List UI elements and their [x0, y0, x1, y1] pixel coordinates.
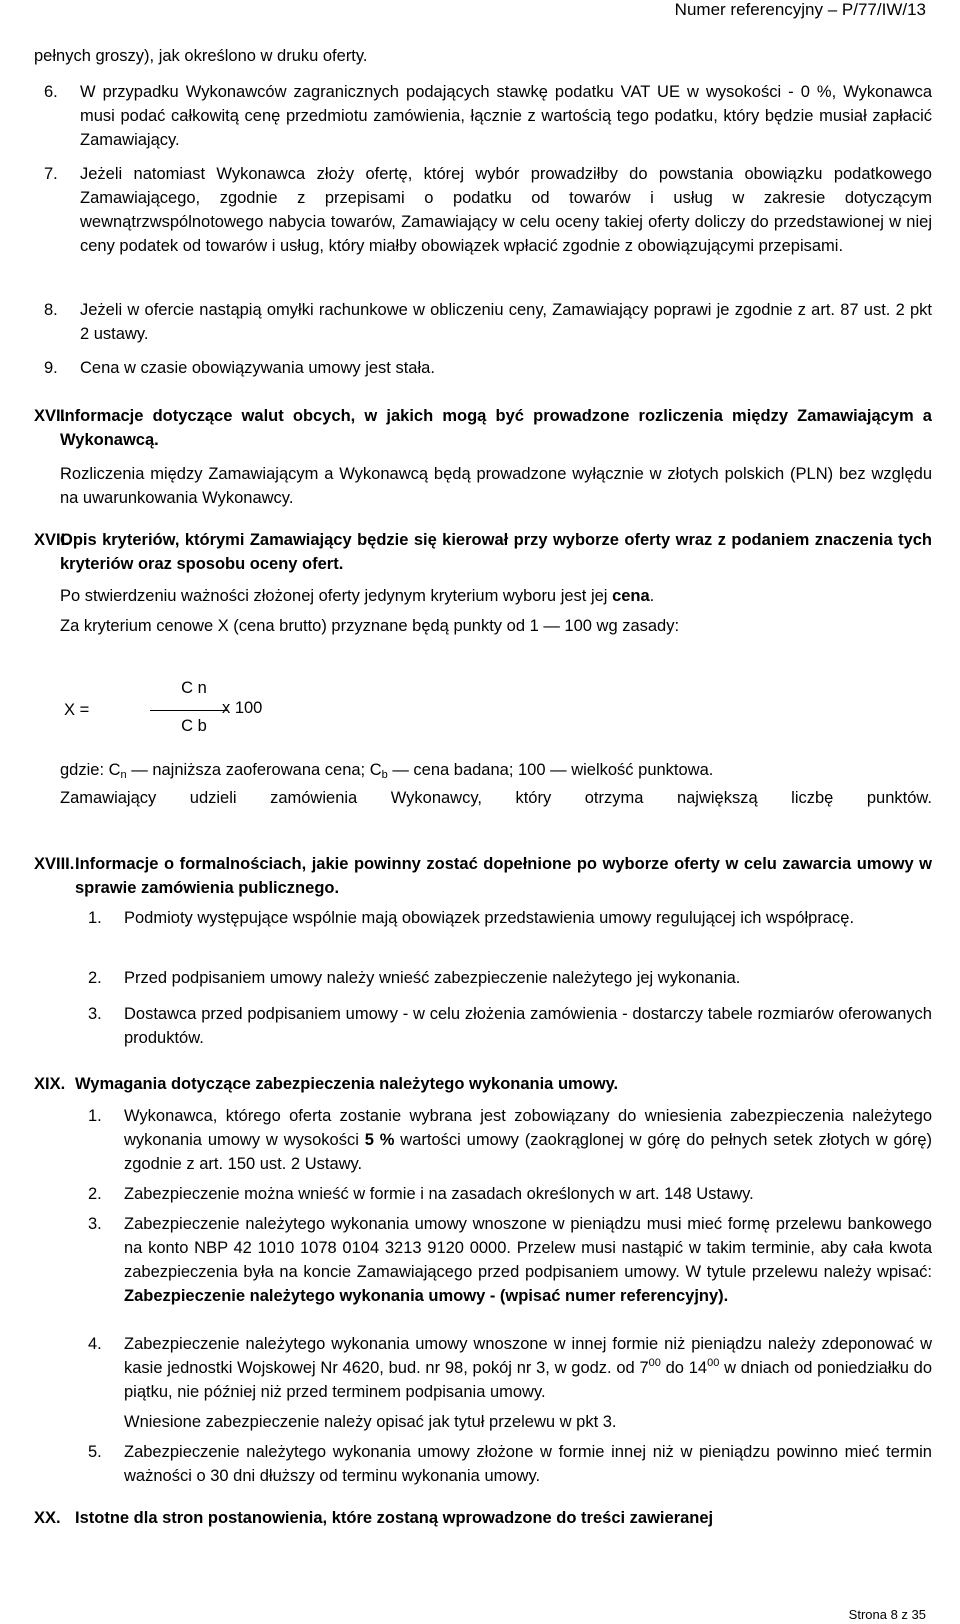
text-run-bold: Zabezpieczenie należytego wykonania umowy - (wpisać numer referencyjny). — [124, 1287, 729, 1305]
item-text: W przypadku Wykonawców zagranicznych podających stawkę podatku VAT UE w wysokości - 0 %, Wykonawca musi podać całkowitą cenę przedmiotu zamówienia, łącznie z wartością tego podatku, który będzie musiał zapłacić Zamawiający. — [80, 83, 932, 149]
list-item — [44, 356, 932, 380]
text-run: Zabezpieczenie należytego wykonania umowy wnoszone w pieniądzu musi mieć formę przelewu bankowego na konto NBP 42 1010 1078 0104 3213 9120 0000. Przelew musi nastąpić w takim terminie, aby cała kwota zabezpieczenia była na koncie Zamawiającego przed podpisaniem umowy. W tytule przelewu należy wpisać: — [124, 1215, 932, 1281]
item-number: 3. — [88, 1215, 102, 1233]
reference-number: Numer referencyjny – P/77/IW/13 — [674, 0, 926, 19]
section-xix — [34, 1072, 932, 1096]
award-paragraph: Zamawiający udzieli zamówienia Wykonawcy, który otrzyma największą liczbę punktów. — [60, 789, 932, 807]
intro-line: pełnych groszy), jak określono w druku oferty. — [34, 47, 368, 65]
formula-denominator: C b — [181, 717, 207, 735]
list-item — [88, 966, 932, 990]
item-number: 2. — [88, 1185, 102, 1203]
item-text: Jeżeli w ofercie nastąpią omyłki rachunkowe w obliczeniu ceny, Zamawiający poprawi je zgodnie z art. 87 ust. 2 pkt 2 ustawy. — [80, 301, 932, 343]
item-number: 2. — [88, 969, 102, 987]
subscript: n — [120, 769, 127, 781]
item-text: Przed podpisaniem umowy należy wnieść zabezpieczenie należytego jej wykonania. — [124, 969, 741, 987]
item-number: 8. — [44, 301, 58, 319]
item-number: 1. — [88, 1107, 102, 1125]
formula-numerator: C n — [181, 679, 207, 697]
section-xvi — [34, 404, 932, 452]
text-run-bold: 5 % — [364, 1131, 395, 1149]
superscript: 00 — [648, 1357, 661, 1369]
text-run: gdzie: C — [60, 761, 121, 779]
item-text: Zabezpieczenie można wnieść w formie i na zasadach określonych w art. 148 Ustawy. — [124, 1185, 754, 1203]
item-text: Podmioty występujące wspólnie mają obowiązek przedstawienia umowy regulującej ich współpracę. — [124, 909, 855, 927]
section-title: Opis kryteriów, którymi Zamawiający będzie się kierował przy wyborze oferty wraz z podaniem znaczenia tych kryteriów oraz sposobu oceny ofert. — [60, 531, 932, 573]
section-xvi-body: Rozliczenia między Zamawiającym a Wykonawcą będą prowadzone wyłącznie w złotych polskich (PLN) bez względu na uwarunkowania Wykonawcy. — [60, 465, 932, 507]
text-run: . — [649, 587, 655, 605]
section-xx — [34, 1506, 932, 1530]
item-number: 3. — [88, 1005, 102, 1023]
formula-lhs: X = — [64, 701, 90, 719]
section-xviii — [34, 852, 932, 900]
section-number: XX. — [34, 1509, 61, 1527]
item-text — [124, 1104, 932, 1176]
section-title: Informacje dotyczące walut obcych, w jakich mogą być prowadzone rozliczenia między Zamawiającym a Wykonawcą. — [60, 407, 932, 449]
item-number: 5. — [88, 1443, 102, 1461]
text-run: Po stwierdzeniu ważności złożonej oferty jedynym kryterium wyboru jest jej — [60, 587, 613, 605]
text-run: — cena badana; 100 — wielkość punktowa. — [387, 761, 714, 779]
section-number: XVI. — [34, 407, 66, 425]
item-text — [124, 1332, 932, 1404]
deposit-description-note: Wniesione zabezpieczenie należy opisać jak tytuł przelewu w pkt 3. — [124, 1413, 617, 1431]
list-item — [88, 1212, 932, 1308]
criterion-paragraph — [60, 584, 932, 608]
list-item — [44, 162, 932, 258]
section-xvii — [34, 528, 932, 576]
item-number: 6. — [44, 83, 58, 101]
list-item — [88, 1002, 932, 1050]
formula-multiplier: x 100 — [222, 699, 263, 717]
list-item — [88, 906, 932, 930]
text-run: w dniach od poniedziałku do piątku, nie później niż przed terminem podpisania umowy. — [124, 1359, 932, 1401]
item-text: Dostawca przed podpisaniem umowy - w celu złożenia zamówienia - dostarczy tabele rozmiarów oferowanych produktów. — [124, 1005, 932, 1047]
list-item — [44, 80, 932, 152]
section-number: XIX. — [34, 1075, 66, 1093]
list-item — [88, 1182, 932, 1206]
item-number: 4. — [88, 1335, 102, 1353]
item-number: 1. — [88, 909, 102, 927]
section-title: Wymagania dotyczące zabezpieczenia należytego wykonania umowy. — [75, 1075, 619, 1093]
item-text: Zabezpieczenie należytego wykonania umowy złożone w formie innej niż w pieniądzu powinno mieć termin ważności o 30 dni dłuższy od terminu wykonania umowy. — [124, 1443, 932, 1485]
section-number: XVIII. — [34, 855, 75, 873]
section-title: Istotne dla stron postanowienia, które zostaną wprowadzone do treści zawieranej — [75, 1509, 714, 1527]
item-text — [124, 1212, 932, 1308]
item-text: Jeżeli natomiast Wykonawca złoży ofertę, której wybór prowadziłby do powstania obowiązku podatkowego Zamawiającego, zgodnie z przepisami o podatku od towarów i usług w zakresie dotyczącym wewnątrzwspólnotowego nabycia towarów, Zamawiający w celu oceny takiej oferty doliczy do przedstawionej w niej ceny podatek od towarów i usług, który miałby obowiązek wpłacić zgodnie z obowiązującymi przepisami. — [80, 165, 932, 255]
text-run-bold: cena — [612, 587, 650, 605]
list-item — [44, 298, 932, 346]
text-run: — najniższa zaoferowana cena; C — [126, 761, 382, 779]
list-item — [88, 1332, 932, 1404]
list-item — [88, 1104, 932, 1176]
item-text: Cena w czasie obowiązywania umowy jest stała. — [80, 359, 435, 377]
section-title: Informacje o formalnościach, jakie powinny zostać dopełnione po wyborze oferty w celu zawarcia umowy w sprawie zamówienia publicznego. — [75, 855, 932, 897]
list-item — [88, 1440, 932, 1488]
formula-legend — [60, 758, 932, 782]
text-run: Zabezpieczenie należytego wykonania umowy wnoszone w innej formie niż pieniądzu należy zdeponować w kasie jednostki Wojskowej Nr 4620, bud. nr 98, pokój nr 3, w godz. od 7 — [124, 1335, 932, 1377]
subscript: b — [381, 769, 388, 781]
superscript: 00 — [707, 1357, 720, 1369]
text-run: wartości umowy (zaokrąglonej w górę do pełnych setek złotych w górę) zgodnie z art. 150 ust. 2 Ustawy. — [124, 1131, 932, 1173]
fraction-bar — [150, 710, 228, 711]
text-run: Wykonawca, którego oferta zostanie wybrana jest zobowiązany do wniesienia zabezpieczenia należytego wykonania umowy w wysokości — [124, 1107, 932, 1149]
price-formula — [34, 676, 932, 746]
scoring-rule: Za kryterium cenowe X (cena brutto) przyznane będą punkty od 1 — 100 wg zasady: — [60, 617, 680, 635]
item-number: 9. — [44, 359, 58, 377]
page-number: Strona 8 z 35 — [848, 1607, 926, 1622]
text-run: do 14 — [660, 1359, 708, 1377]
item-number: 7. — [44, 165, 58, 183]
section-number: XVII. — [34, 531, 70, 549]
